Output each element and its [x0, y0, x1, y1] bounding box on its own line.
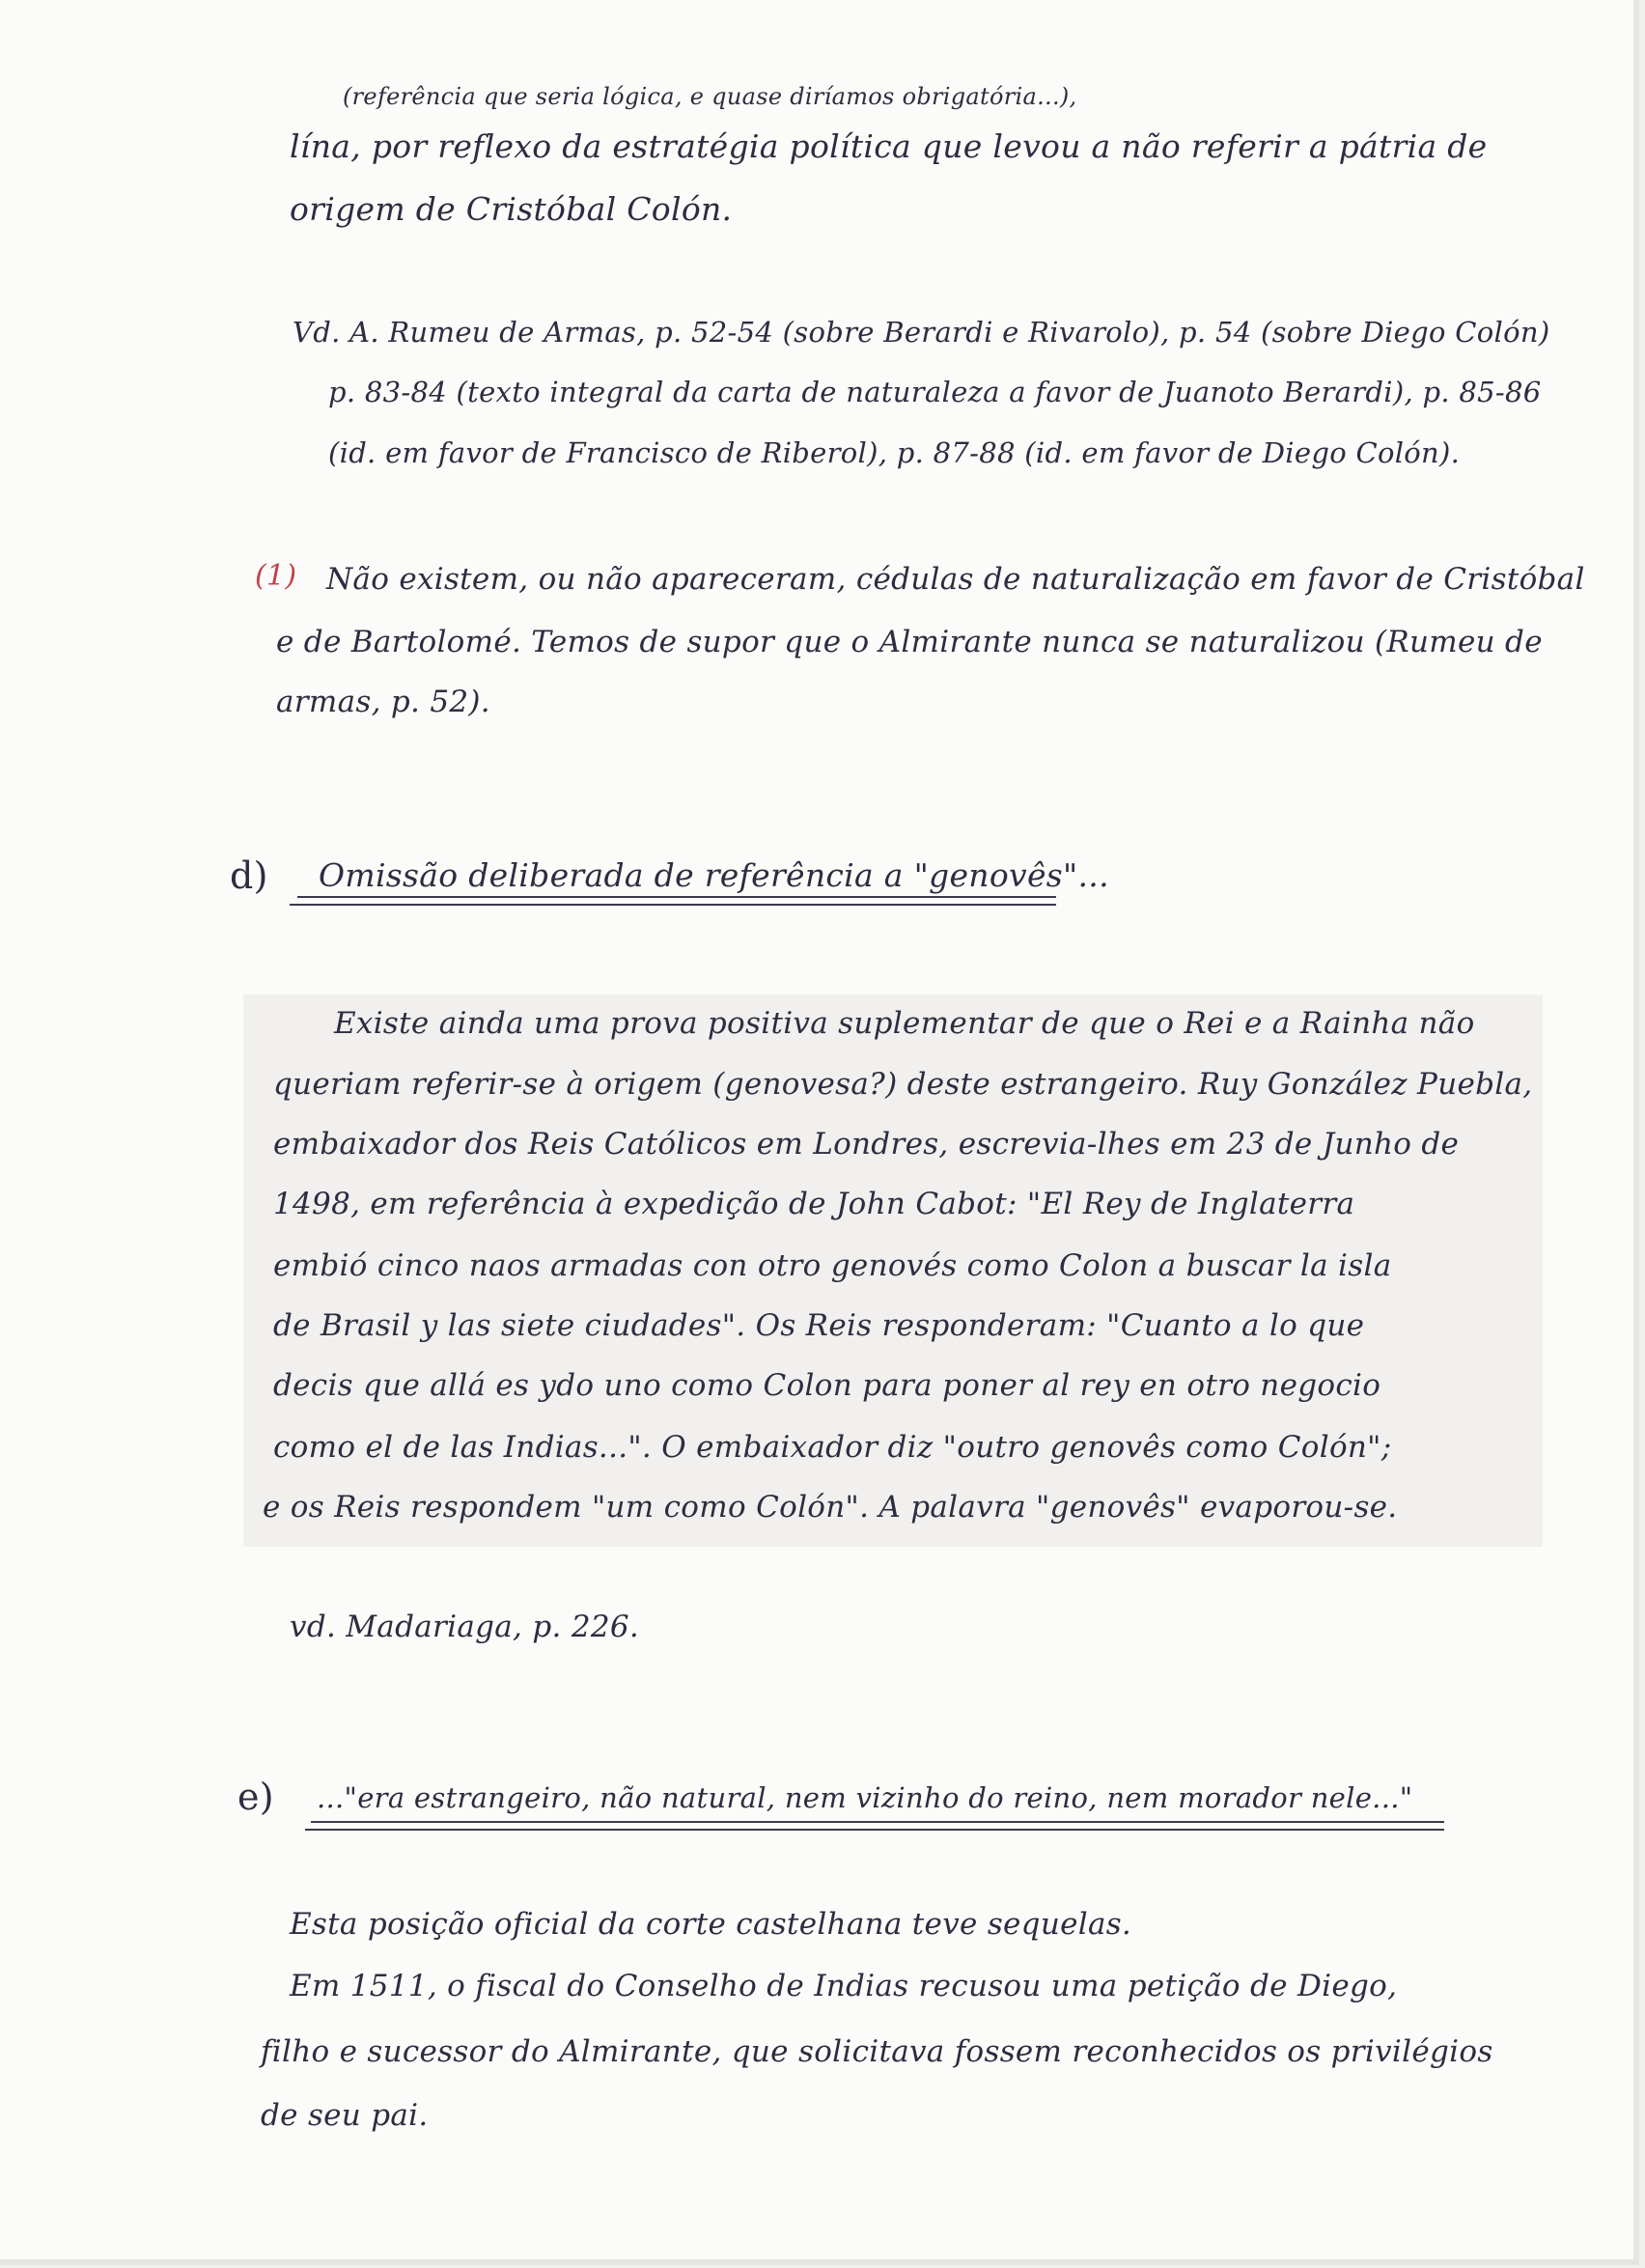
- reference-1-line-2: p. 83-84 (texto integral da carta de naturaleza a favor de Juanoto Berardi), p. 85-86: [328, 376, 1542, 408]
- footnote-line-1: Não existem, ou não apareceram, cédulas de naturalização em favor de Cristóbal: [326, 562, 1585, 597]
- section-d-underline-1: [297, 896, 1056, 898]
- paragraph-1-line-1: lína, por reflexo da estratégia política que levou a não referir a pátria de: [290, 127, 1488, 165]
- section-d-heading: Omissão deliberada de referência a "genovês"...: [319, 856, 1109, 894]
- pasted-line-4: 1498, em referência à expedição de John Cabot: "El Rey de Inglaterra: [273, 1187, 1355, 1221]
- section-e-label: e): [237, 1776, 274, 1818]
- section-d-underline-2: [290, 904, 1056, 906]
- section-e-heading: ..."era estrangeiro, não natural, nem vizinho do reino, nem morador nele...": [317, 1781, 1413, 1814]
- pasted-line-7: decis que allá es ydo uno como Colon para poner al rey en otro negocio: [273, 1368, 1381, 1403]
- pasted-line-6: de Brasil y las siete ciudades". Os Reis responderam: "Cuanto a lo que: [273, 1308, 1365, 1343]
- footnote-line-2: e de Bartolomé. Temos de supor que o Almirante nunca se naturalizou (Rumeu de: [276, 625, 1543, 659]
- pasted-line-3: embaixador dos Reis Católicos em Londres, escrevia-lhes em 23 de Junho de: [273, 1127, 1460, 1162]
- final-line-3: filho e sucessor do Almirante, que solicitava fossem reconhecidos os privilégios: [261, 2034, 1493, 2069]
- section-e-underline-1: [311, 1821, 1444, 1823]
- final-line-1: Esta posição oficial da corte castelhana teve sequelas.: [290, 1907, 1132, 1942]
- pasted-line-9: e os Reis respondem "um como Colón". A palavra "genovês" evaporou-se.: [263, 1490, 1398, 1525]
- section-e-underline-2: [305, 1829, 1444, 1831]
- insertion-note: (referência que seria lógica, e quase diríamos obrigatória...),: [343, 83, 1077, 110]
- reference-1-line-1: Vd. A. Rumeu de Armas, p. 52-54 (sobre Berardi e Rivarolo), p. 54 (sobre Diego Colón): [293, 316, 1550, 349]
- pasted-line-8: como el de las Indias...". O embaixador diz "outro genovês como Colón";: [273, 1430, 1392, 1465]
- final-line-2: Em 1511, o fiscal do Conselho de Indias recusou uma petição de Diego,: [290, 1969, 1398, 2003]
- pasted-line-1: Existe ainda uma prova positiva suplementar de que o Rei e a Rainha não: [334, 1006, 1475, 1041]
- pasted-line-5: embió cinco naos armadas con otro genovés como Colon a buscar la isla: [273, 1248, 1392, 1283]
- footnote-marker: (1): [255, 559, 297, 593]
- reference-2: vd. Madariaga, p. 226.: [290, 1610, 640, 1644]
- footnote-line-3: armas, p. 52).: [276, 685, 490, 719]
- paragraph-1-line-2: origem de Cristóbal Colón.: [290, 190, 733, 228]
- section-d-label: d): [230, 854, 268, 897]
- final-line-4: de seu pai.: [261, 2098, 429, 2133]
- reference-1-line-3: (id. em favor de Francisco de Riberol), p. 87-88 (id. em favor de Diego Colón).: [328, 436, 1461, 469]
- pasted-line-2: queriam referir-se à origem (genovesa?) deste estrangeiro. Ruy González Puebla,: [273, 1067, 1533, 1102]
